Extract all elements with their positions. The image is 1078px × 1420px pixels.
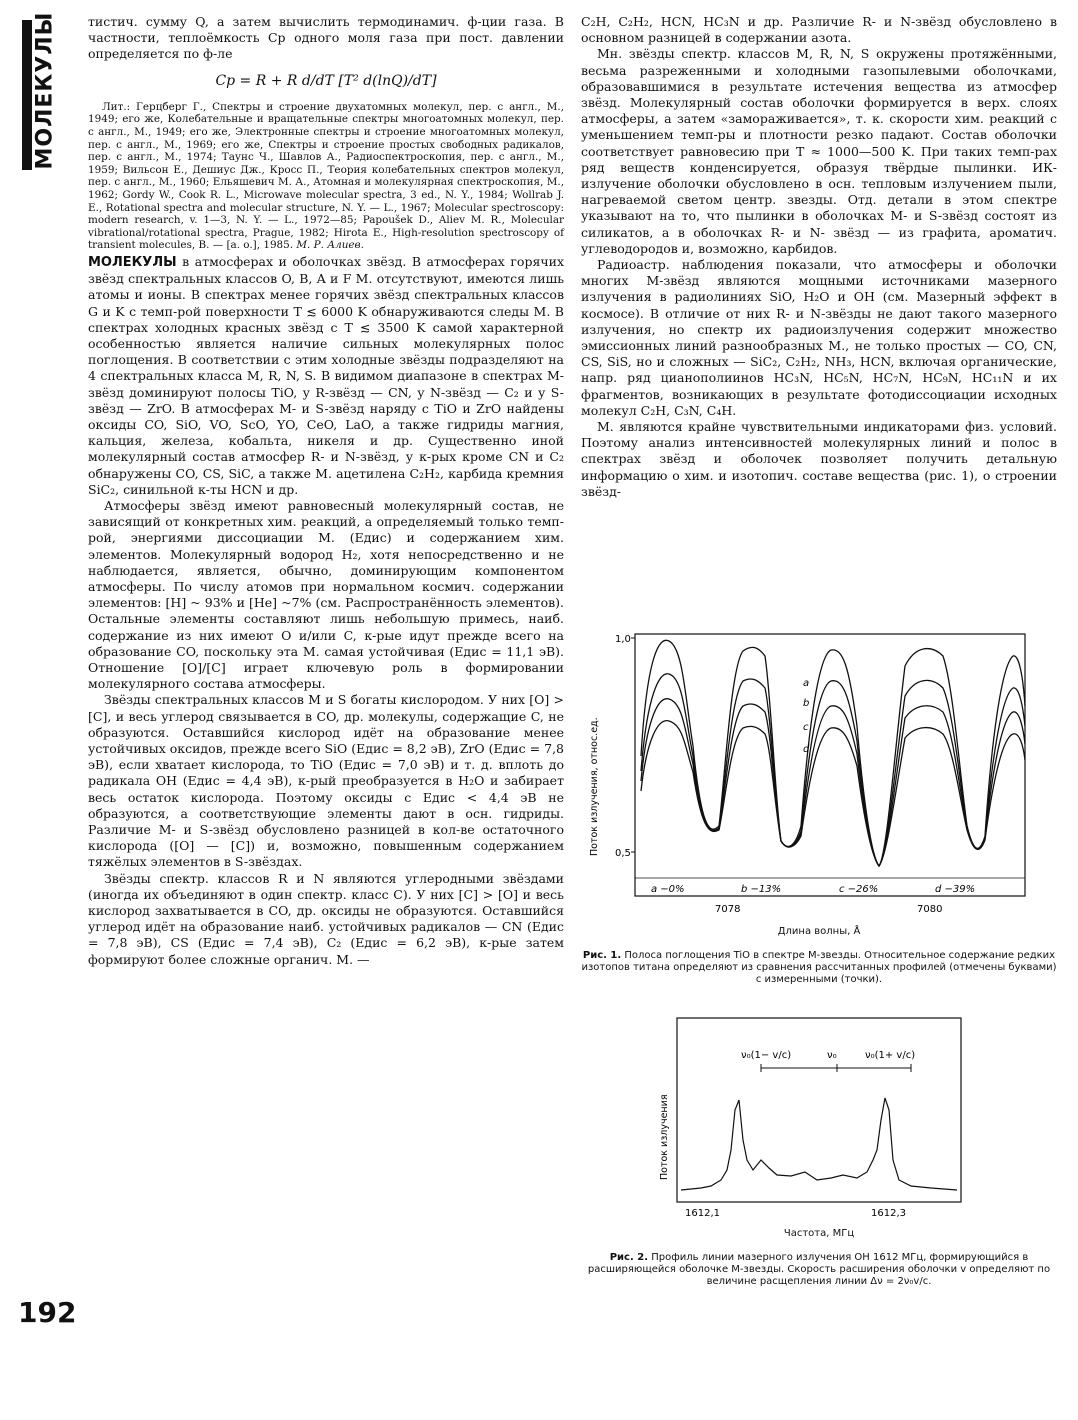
velocity-marker: ν₀ — [827, 1050, 837, 1061]
profile-curves — [641, 640, 1025, 866]
paragraph: Звёзды спектральных классов M и S богаты кислородом. У них [O] > [C], и весь углерод связывается в CO, др. молекулы, содержащие C, не образуются. Оставшийся кислород идёт на образование менее устойчивых оксидов, прежде всего SiO (Eдис = 8,2 эВ), ZrO (Eдис = 7,8 эВ), если хватает кислорода, то TiO (Eдис = 7,0 эВ) и т. д. вплоть до радикала OH (Eдис = 4,4 эВ), к-рый преобразуется в H₂O и забирает весь остаток кислорода. Поэтому оксиды с Eдис < 4,4 эВ не образуются, а соответствующие элементы дают в осн. гидриды. Различие M- и S-звёзд обусловлено разницей в кол-ве остаточного кислорода ([O] — [C]) и, возможно, повышенным содержанием тяжёлых элементов в S-звёздах. — [88, 692, 564, 870]
paragraph: Атмосферы звёзд имеют равновесный молекулярный состав, не зависящий от конкретных хим. реакций, а определяемый только темп-рой, энергиями диссоциации M. (Eдис) и содержанием хим. элементов. Молекулярный водород H₂, хотя непосредственно и не наблюдается, является, обычно, доминирующим компонентом атмосферы. По числу атомов при нормальном космич. содержании элементов: [H] ~ 93% и [He] ~7% (см. Распространённость элементов). Остальные элементы составляют лишь небольшую примесь, наиб. содержание из них имеют O и/или C, к-рые идут прежде всего на образование CO, поскольку эта M. самая устойчивая (Eдис = 11,1 эВ). Отношение [O]/[C] играет ключевую роль в формировании молекулярного состава атмосферы. — [88, 497, 564, 692]
article-start — [88, 254, 564, 498]
maser-profile — [681, 1098, 957, 1190]
y-axis-label: Поток излучения, относ.ед. — [589, 717, 600, 856]
heat-capacity-formula: Cp = R + R d/dT [T² d(lnQ)/dT] — [215, 72, 437, 89]
curve-label: b — [803, 698, 810, 709]
paragraph: C₂H, C₂H₂, HCN, HC₃N и др. Различие R- и N-звёзд обусловлено в основном разницей в содержании азота. — [581, 14, 1057, 46]
figure-1-xlabel: Длина волны, Å — [777, 926, 861, 937]
caption-label: Рис. 2. — [609, 1252, 649, 1263]
caption-label: Рис. 1. — [582, 950, 622, 961]
velocity-marker: ν₀(1− v/c) — [741, 1050, 792, 1061]
curve-label: a — [803, 678, 810, 689]
curve-label: c — [803, 722, 809, 733]
figure-1-plot — [581, 626, 1057, 926]
legend-entry: c −26% — [839, 884, 879, 895]
curve-c — [641, 699, 1025, 866]
figure-1-caption — [581, 950, 1057, 986]
paragraph: M. являются крайне чувствительными индикаторами физ. условий. Поэтому анализ интенсивностей молекулярных линий и полос в спектрах звёзд и оболочек позволяет получить детальную информацию о хим. и изотопич. составе вещества (рис. 1), о строении звёзд- — [581, 419, 1057, 499]
plot-frame — [677, 1018, 961, 1202]
references — [88, 101, 564, 252]
left-column — [88, 14, 564, 968]
right-column — [581, 14, 1057, 500]
velocity-marker: ν₀(1+ v/c) — [865, 1050, 916, 1061]
caption-text: Полоса поглощения TiO в спектре M-звезды. Относительное содержание редких изотопов титана определяют из сравнения рассчитанных профилей (отмечены буквами) с измеренными (точки). — [581, 950, 1057, 985]
legend-entry: b −13% — [741, 884, 782, 895]
running-head-bar — [22, 20, 32, 170]
running-head — [22, 11, 62, 170]
figure-2-caption — [581, 1252, 1057, 1288]
paragraph: Звёзды спектр. классов R и N являются углеродными звёздами (иногда их объединяют в один спектр. класс C). У них [C] > [O] и весь кислород захватывается в CO, др. оксиды не образуются. Оставшийся углерод идёт на образование наиб. устойчивых радикалов — CN (Eдис = 7,8 эВ), CS (Eдис = 7,4 эВ), C₂ (Eдис = 6,2 эВ), к-рые затем формируют более сложные органич. M. — — [88, 870, 564, 967]
figure-1 — [581, 626, 1057, 986]
legend-entry: a −0% — [651, 884, 685, 895]
figure-2 — [581, 1010, 1057, 1292]
paragraph: Мн. звёзды спектр. классов M, R, N, S окружены протяжёнными, весьма разреженными и холодными газопылевыми оболочками, образовавшимися в результате истечения вещества из атмосфер звёзд. Молекулярный состав оболочки формируется в верх. слоях атмосферы, а затем «замораживается», т. к. скорости хим. реакций с уменьшением темп-ры и плотности резко падают. Состав оболочки соответствует равновесию при T ≈ 1000—500 K. При таких темп-рах ряд веществ конденсируется, образуя твёрдые пылинки. ИК-излучение оболочки обусловлено в осн. тепловым излучением пыли, нагреваемой светом центр. звезды. Отд. детали в этом спектре указывают на то, что пылинки в оболочках M- и S-звёзд состоят из силикатов, а в оболочках R- и N- звёзд — из графита, ароматич. углеводородов и, возможно, карбидов. — [581, 46, 1057, 256]
figure-2-plot — [581, 1010, 1057, 1230]
page-number: 192 — [18, 1296, 77, 1329]
running-head-text: МОЛЕКУЛЫ — [32, 11, 58, 170]
y-axis-label: Поток излучения — [659, 1094, 670, 1180]
paragraph: Радиоастр. наблюдения показали, что атмосферы и оболочки многих M-звёзд являются мощными источниками мазерного излучения в радиолиниях SiO, H₂O и OH (см. Мазерный эффект в космосе). В отличие от них R- и N-звёзды не дают такого мазерного излучения, но спектр их радиоизлучения содержит множество эмиссионных линий разнообразных M., не только простых — CO, CN, CS, SiS, но и сложных — SiC₂, C₂H₂, NH₃, HCN, включая органические, напр. ряд цианополиинов HC₃N, HC₅N, HC₇N, HC₉N, HC₁₁N и их фрагментов, возникающих в результате фотодиссоциации исходных молекул C₂H, C₃N, C₄H. — [581, 257, 1057, 418]
curve-b — [641, 674, 1025, 866]
article-headword: МОЛЕКУЛЫ — [88, 254, 177, 270]
references-author: М. Р. Алиев. — [296, 239, 364, 252]
curve-label: d — [803, 744, 810, 755]
legend-entry: d −39% — [935, 884, 976, 895]
references-text: Лит.: Герцберг Г., Спектры и строение двухатомных молекул, пер. с англ., М., 1949; его же, Колебательные и вращательные спектры многоатомных молекул, пер. с англ., М., 1949; его же, Электронные спектры и строение многоатомных молекул, пер. с англ., М., 1969; его же, Спектры и строение простых свободных радикалов, пер. с англ., М., 1974; Таунс Ч., Шавлов А., Радиоспектроскопия, пер. с англ., М., 1959; Вильсон Е., Дешиус Дж., Кросс П., Теория колебательных спектров молекул, пер. с англ., М., 1960; Ельяшевич М. А., Атомная и молекулярная спектроскопия, М., 1962; Gordy W., Cook R. L., Microwave molecular spectra, 3 ed., N. Y., 1984; Wollrab J. E., Rotational spectra and molecular structure, N. Y. — L., 1967; Molecular spectroscopy: modern research, v. 1—3, N. Y. — L., 1972—85; Papoušek D., Aliev M. R., Molecular vibrational/rotational spectra, Prague, 1982; Hirota E., High-resolution spectroscopy of transient molecules, B. — [a. o.], 1985. — [88, 100, 564, 252]
caption-text: Профиль линии мазерного излучения OH 1612 МГц, формирующийся в расширяющейся оболочке M-звезды. Скорость расширения оболочки v определяют по величине расщепления линии Δν = 2ν₀v/c. — [587, 1252, 1051, 1287]
x-tick-label: 7080 — [917, 904, 943, 915]
paragraph: тистич. сумму Q, а затем вычислить термодинамич. ф-ции газа. В частности, теплоёмкость Cp одного моля газа при пост. давлении определяется по ф-ле — [88, 14, 564, 62]
figure-2-xlabel: Частота, МГц — [783, 1228, 855, 1239]
paragraph: в атмосферах и оболочках звёзд. В атмосферах горячих звёзд спектральных классов O, B, A и F M. отсутствуют, имеются лишь атомы и ионы. В спектрах менее горячих звёзд спектральных классов G и K с темп-рой поверхности T ≲ 6000 K обнаруживаются следы M. В спектрах холодных красных звёзд с T ≲ 3500 K самой характерной особенностью является наличие сильных молекулярных полос поглощения. В соответствии с этим холодные звёзды подразделяют на 4 спектральных класса M, R, N, S. В видимом диапазоне в спектрах M-звёзд доминируют полосы TiO, у R-звёзд — CN, у N-звёзд — C₂ и у S-звёзд — ZrO. В атмосферах M- и S-звёзд наряду с TiO и ZrO найдены оксиды CO, SiO, VO, ScO, YO, CeO, LaO, а также гидриды магния, кальция, железа, кобальта, никеля и др. Существенно иной молекулярный состав атмосфер R- и N-звёзд, у к-рых кроме CN и C₂ обнаружены CO, CS, SiC, а также M. ацетилена C₂H₂, карбида кремния SiC₂, синильной к-ты HCN и др. — [88, 253, 564, 497]
y-tick-label: 1,0 — [615, 634, 631, 645]
x-tick-label: 1612,1 — [685, 1208, 720, 1219]
x-tick-label: 7078 — [715, 904, 741, 915]
y-tick-label: 0,5 — [615, 848, 631, 859]
x-tick-label: 1612,3 — [871, 1208, 906, 1219]
